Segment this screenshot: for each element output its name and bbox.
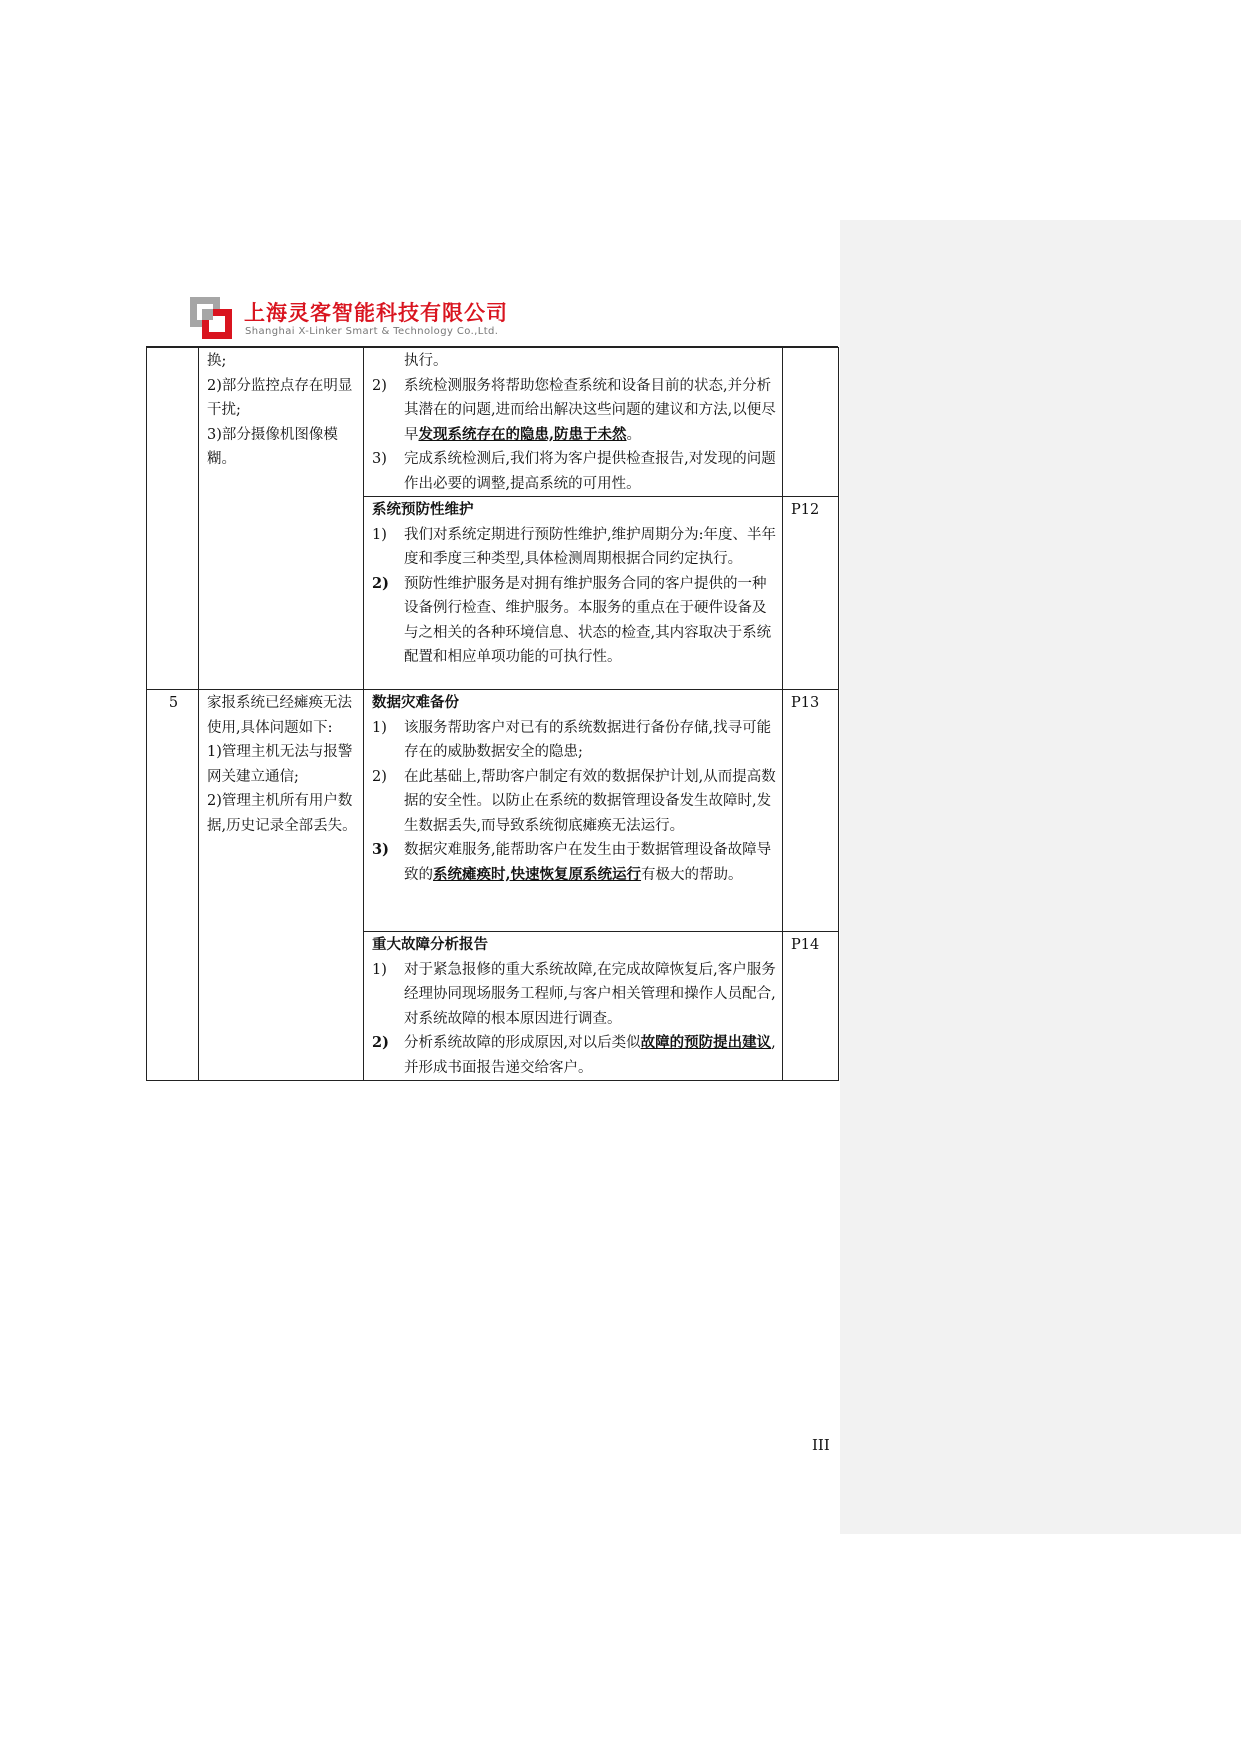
problem-cell <box>199 348 364 690</box>
list-item: 2) 系统检测服务将帮助您检查系统和设备目前的状态,并分析其潜在的问题,进而给出解决这些问题的建议和方法,以便尽早发现系统存在的隐患,防患于未然。 <box>372 377 776 443</box>
company-logo <box>190 297 510 343</box>
list-item: 2) 预防性维护服务是对拥有维护服务合同的客户提供的一种设备例行检查、维护服务。本服务的重点在于硬件设备及与之相关的各种环境信息、状态的检查,其内容取决于系统配置和相应单项功能的可执行性。 <box>372 574 772 665</box>
company-logo-icon <box>190 297 234 341</box>
problem-line: 2)管理主机所有用户数据,历史记录全部丢失。 <box>207 793 357 834</box>
key-phrase: 故障的预防提出建议 <box>640 1034 772 1051</box>
page-ref: P13 <box>783 690 839 932</box>
section-title: 系统预防性维护 <box>372 501 474 518</box>
list-item: 3) 完成系统检测后,我们将为客户提供检查报告,对发现的问题作出必要的调整,提高系统的可用性。 <box>372 451 776 492</box>
page-ref <box>783 348 839 497</box>
solution-cell <box>364 932 783 1081</box>
comment-margin-panel <box>840 220 1241 1534</box>
list-item: 1) 该服务帮助客户对已有的系统数据进行备份存储,找寻可能存在的威胁数据安全的隐患; <box>372 719 772 760</box>
service-table <box>146 347 839 1081</box>
solution-cell <box>364 497 783 690</box>
company-name-en: Shanghai X-Linker Smart & Technology Co.,Ltd. <box>245 326 499 337</box>
list-item: 2) 分析系统故障的形成原因,对以后类似故障的预防提出建议,并形成书面报告递交给客户。 <box>372 1034 776 1076</box>
table-row <box>147 348 839 497</box>
page-ref: P12 <box>783 497 839 690</box>
list-item: 执行。 <box>404 353 448 369</box>
section-title: 数据灾难备份 <box>372 694 459 711</box>
list-item: 2) 在此基础上,帮助客户制定有效的数据保护计划,从而提高数据的安全性。以防止在系统的数据管理设备发生故障时,发生数据丢失,而导致系统彻底瘫痪无法运行。 <box>372 768 776 834</box>
solution-cell <box>364 348 783 497</box>
problem-line: 1)管理主机无法与报警网关建立通信; <box>207 744 353 785</box>
page-ref: P14 <box>783 932 839 1081</box>
key-phrase: 发现系统存在的隐患,防患于未然 <box>418 425 627 443</box>
section-title: 重大故障分析报告 <box>372 936 488 953</box>
solution-cell <box>364 690 783 932</box>
row-number <box>147 348 199 690</box>
list-item: 1) 我们对系统定期进行预防性维护,维护周期分为:年度、半年度和季度三种类型,具体检测周期根据合同约定执行。 <box>372 526 776 567</box>
problem-line: 家报系统已经瘫痪无法使用,具体问题如下: <box>207 695 352 736</box>
problem-line: 3)部分摄像机图像模糊。 <box>207 426 338 467</box>
company-name-cn: 上海灵客智能科技有限公司 <box>244 301 508 325</box>
problem-line: 换; <box>207 353 227 369</box>
list-item: 3) 数据灾难服务,能帮助客户在发生由于数据管理设备故障导致的系统瘫痪时,快速恢复原系统运行有极大的帮助。 <box>372 841 772 883</box>
problem-line: 2)部分监控点存在明显干扰; <box>207 377 353 418</box>
page-number: III <box>812 1436 830 1454</box>
list-item: 1) 对于紧急报修的重大系统故障,在完成故障恢复后,客户服务经理协同现场服务工程师,与客户相关管理和操作人员配合,对系统故障的根本原因进行调查。 <box>372 961 776 1027</box>
problem-cell <box>199 690 364 1081</box>
table-row <box>147 690 839 932</box>
key-phrase: 系统瘫痪时,快速恢复原系统运行 <box>433 865 642 883</box>
row-number: 5 <box>147 690 199 1081</box>
